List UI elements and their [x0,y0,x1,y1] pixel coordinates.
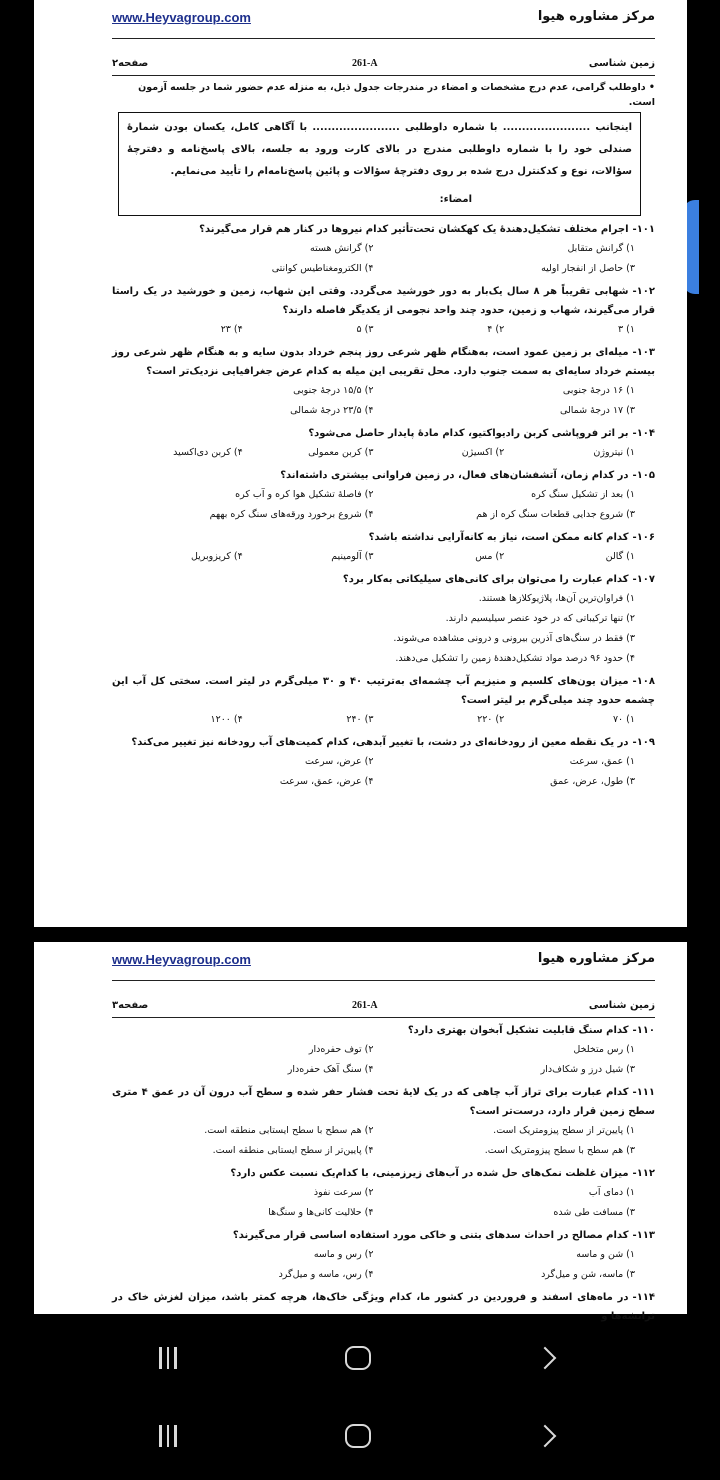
back-icon[interactable] [528,1342,568,1374]
answer-option: ۴) عرض، عمق، سرعت [279,776,374,787]
question-number: ۱۰۷- [632,574,655,585]
question-stem: میزان یون‌های کلسیم و منیزیم آب چشمه‌ای به‌ترتیب ۴۰ و ۳۰ میلی‌گرم در لیتر است. سختی کل آب این چشمه حدود چند میلی‌گرم بر لیتر است؟ [112,676,655,706]
subject-label: زمین شناسی [588,58,655,69]
question-stem: در یک نقطه معین از رودخانه‌ای در دشت، با تغییر آبدهی، کدام کمیت‌های آب رودخانه نیز تغییر می‌کند؟ [131,737,629,748]
answer-option: ۱) شن و ماسه [576,1249,635,1260]
answer-option: ۱) پایین‌تر از سطح پیزومتریک است. [493,1125,635,1136]
question-item [112,220,655,279]
answer-option: ۴) کریزوبریل [190,551,243,562]
page-header [112,0,655,39]
exam-code: 261-A [352,1000,378,1011]
question-stem: کدام عبارت برای تراز آب چاهی که در یک لایهٔ تحت فشار حفر شده و سطح آب درون آن در عمق ۴ متری سطح زمین قرار دارد، درست‌تر است؟ [112,1087,655,1117]
answer-option: ۲) سرعت نفوذ [313,1187,374,1198]
answer-option: ۴) رس، ماسه و میل‌گرد [278,1269,374,1280]
exam-subheader [112,997,655,1018]
question-item [112,672,655,730]
answer-option: ۲) عرض، سرعت [304,756,374,767]
center-name: مرکز مشاوره هیوا [537,9,655,24]
question-number: ۱۰۳- [632,347,655,358]
question-text [112,282,655,320]
question-item [112,1226,655,1285]
question-item [112,466,655,525]
question-stem: اجرام مختلف تشکیل‌دهندهٔ یک کهکشان تحت‌تأثیر کدام نیروها در کنار هم قرار می‌گیرند؟ [199,224,629,235]
answer-option: ۱) عمق، سرعت [569,756,635,767]
question-stem: میله‌ای بر زمین عمود است، به‌هنگام ظهر شرعی روز پنجم خرداد بدون سایه و به هنگام ظهر شرعی روز بیستم خرداد سایه‌ای به سمت جنوب دارد. محل تقریبی این میله به کدام عرض جغرافیایی نزدیک‌تر است؟ [112,347,655,377]
answer-option: ۴) الکترومغناطیس کوانتی [271,263,374,274]
page-header [112,942,655,981]
answer-option: ۲) اکسیژن [461,447,505,458]
answer-option: ۱) رس متخلخل [573,1044,635,1055]
question-text [112,424,655,443]
question-number: ۱۰۸- [632,676,655,687]
answer-option: ۲) تنها ترکیباتی که در خود عنصر سیلیسیم دارند. [445,613,635,624]
home-icon[interactable] [338,1342,378,1374]
question-text [112,1164,655,1183]
answer-options [112,1040,635,1080]
home-icon[interactable] [338,1420,378,1452]
answer-option: ۲) هم سطح با سطح ایستابی منطقه است. [204,1125,374,1136]
question-number: ۱۰۲- [632,286,655,297]
question-item [112,1288,655,1326]
question-stem: کدام کانه ممکن است، نیاز به کانه‌آرایی نداشته باشد؟ [368,532,629,543]
answer-option: ۱) ۳ [618,324,635,335]
recents-icon[interactable] [148,1420,188,1452]
answer-option: ۱) گالن [605,551,635,562]
question-text [112,1021,655,1040]
page-number: صفحه۳ [112,1000,149,1011]
question-stem: بر اثر فروپاشی کربن رادیواکتیو، کدام مادهٔ پایدار حاصل می‌شود؟ [308,428,629,439]
answer-option: ۳) مسافت طی شده [553,1207,635,1218]
question-item [112,1021,655,1080]
question-text [112,1288,655,1326]
website-link[interactable]: www.Heyvagroup.com [112,10,251,25]
answer-option: ۳) شیل درز و شکاف‌دار [540,1064,635,1075]
answer-option: ۲) گرانش هسته [310,243,374,254]
answer-option: ۳) فقط در سنگ‌های آذرین بیرونی و درونی مشاهده می‌شوند. [393,633,635,644]
question-item [112,570,655,669]
answer-option: ۴) حدود ۹۶ درصد مواد تشکیل‌دهندهٔ زمین را تشکیل می‌دهند. [395,653,635,664]
answer-option: ۴) ۲۳/۵ درجهٔ شمالی [290,405,374,416]
question-item [112,1083,655,1161]
question-text [112,343,655,381]
center-name: مرکز مشاوره هیوا [537,951,655,966]
question-text [112,466,655,485]
answer-option: ۴) ۱۲۰۰ [210,714,243,725]
answer-option: ۱) دمای آب [588,1187,635,1198]
answer-options [112,752,635,792]
answer-option: ۱) گرانش متقابل [567,243,635,254]
answer-option: ۳) ۱۷ درجهٔ شمالی [559,405,635,416]
answer-options [112,710,635,730]
declaration-text: اینجانب ....................... با شماره داوطلبی ....................... با آگاهی کامل، یکسان بودن شمارهٔ صندلی خود را با شماره داوطلبی مندرج در بالای کارت ورود به جلسه، بالای پاسخ‌نامه و دفترچهٔ سؤالات، نوع و کدکنترل درج شده بر روی دفترچهٔ سؤالات و پائین پاسخ‌نامه‌ام را تأیید می‌نمایم. [127,122,632,177]
question-text [112,1083,655,1121]
navigation-bar [0,1328,720,1388]
question-number: ۱۰۶- [632,532,655,543]
answer-option: ۲) ۴ [487,324,505,335]
navigation-bar [0,1406,720,1466]
answer-options [112,547,635,567]
candidate-notice: • داوطلب گرامی، عدم درج مشخصات و امضاء در مندرجات جدول ذیل، به منزله عدم حضور شما در جلسه آزمون است. [138,82,655,108]
answer-option: ۱) ۷۰ [612,714,635,725]
question-number: ۱۰۹- [632,737,655,748]
recents-icon[interactable] [148,1342,188,1374]
question-number: ۱۱۳- [632,1230,655,1241]
question-stem: شهابی تقریباً هر ۸ سال یک‌بار به دور خورشید می‌گردد. وقتی این شهاب، زمین و خورشید در یک راستا قرار می‌گیرند، شهاب و زمین، حدود چند واحد نجومی از یکدیگر فاصله دارند؟ [112,286,655,316]
question-number: ۱۰۵- [632,470,655,481]
answer-option: ۳) طول، عرض، عمق [550,776,635,787]
question-list [112,220,655,792]
exam-code: 261-A [352,58,378,69]
exam-page-3 [34,942,687,1322]
question-item [112,528,655,567]
answer-option: ۱) نیتروژن [593,447,635,458]
answer-option: ۲) رس و ماسه [313,1249,374,1260]
question-text [112,733,655,752]
declaration-box [118,112,641,216]
question-number: ۱۱۰- [632,1025,655,1036]
question-stem: کدام عبارت را می‌توان برای کانی‌های سیلیکاتی به‌کار برد؟ [342,574,629,585]
question-stem: کدام مصالح در احداث سدهای بتنی و خاکی مورد استفاده اساسی قرار می‌گیرند؟ [232,1230,629,1241]
question-text [112,570,655,589]
answer-option: ۳) حاصل از انفجار اولیه [541,263,635,274]
question-stem: میزان غلظت نمک‌های حل شده در آب‌های زیرزمینی، با کدام‌یک نسبت عکس دارد؟ [230,1168,629,1179]
answer-option: ۱) ۱۶ درجهٔ جنوبی [562,385,635,396]
answer-option: ۲) فاصلهٔ تشکیل هوا کره و آب کره [235,489,374,500]
question-item [112,282,655,340]
question-text [112,1226,655,1245]
answer-option: ۴) حلالیت کانی‌ها و سنگ‌ها [268,1207,374,1218]
question-item [112,424,655,463]
answer-option: ۴) پایین‌تر از سطح ایستابی منطقه است. [212,1145,374,1156]
question-stem: در کدام زمان، آتشفشان‌های فعال، در زمین فراوانی بیشتری داشته‌اند؟ [280,470,629,481]
question-number: ۱۰۱- [632,224,655,235]
answer-option: ۳) هم سطح با سطح پیزومتریک است. [484,1145,635,1156]
question-number: ۱۱۲- [632,1168,655,1179]
answer-options [112,239,635,279]
question-stem: کدام سنگ قابلیت تشکیل آبخوان بهتری دارد؟ [407,1025,629,1036]
question-number: ۱۱۴- [632,1292,655,1303]
answer-option: ۴) کربن دی‌اکسید [173,447,243,458]
back-icon[interactable] [528,1420,568,1452]
answer-options [112,485,635,525]
answer-option: ۴) شروع برخورد ورقه‌های سنگ کره بههم [209,509,374,520]
website-link[interactable]: www.Heyvagroup.com [112,952,251,967]
answer-option: ۴) سنگ آهک حفره‌دار [287,1064,374,1075]
exam-page-2 [34,0,687,927]
question-stem: در ماه‌های اسفند و فروردین در کشور ما، کدام ویژگی خاک‌ها، هرچه کمتر باشد، میزان لغزش خاک در ترانشه‌ها و [112,1292,655,1322]
answer-option: ۳) شروع جدایی قطعات سنگ کره از هم [476,509,635,520]
exam-subheader [112,55,655,76]
subject-label: زمین شناسی [588,1000,655,1011]
page-number: صفحه۲ [112,58,149,69]
answer-options [112,381,635,421]
answer-options [112,320,635,340]
answer-options [112,443,635,463]
question-item [112,343,655,421]
answer-option: ۲) توف حفره‌دار [308,1044,374,1055]
answer-option: ۱) بعد از تشکیل سنگ کره [531,489,635,500]
answer-option: ۳) آلومینیم [331,551,374,562]
answer-option: ۳) کربن معمولی [308,447,374,458]
answer-option: ۴) ۲۳ [220,324,243,335]
answer-option: ۱) فراوان‌ترین آن‌ها، پلاژیوکلازها هستند. [478,593,635,604]
answer-options [112,1183,635,1223]
question-item [112,1164,655,1223]
answer-option: ۲) ۱۵/۵ درجهٔ جنوبی [293,385,374,396]
question-text [112,220,655,239]
question-number: ۱۰۴- [632,428,655,439]
signature-label: امضاء: [439,194,472,205]
answer-option: ۳) ۵ [356,324,374,335]
question-item [112,733,655,792]
answer-option: ۳) ۲۴۰ [346,714,374,725]
question-text [112,528,655,547]
answer-options [112,1121,635,1161]
question-text [112,672,655,710]
answer-options [112,1245,635,1285]
answer-option: ۳) ماسه، شن و میل‌گرد [541,1269,635,1280]
question-number: ۱۱۱- [632,1087,655,1098]
answer-option: ۲) مس [475,551,505,562]
question-list [112,1021,655,1326]
answer-option: ۲) ۲۲۰ [477,714,505,725]
answer-options [112,589,635,669]
